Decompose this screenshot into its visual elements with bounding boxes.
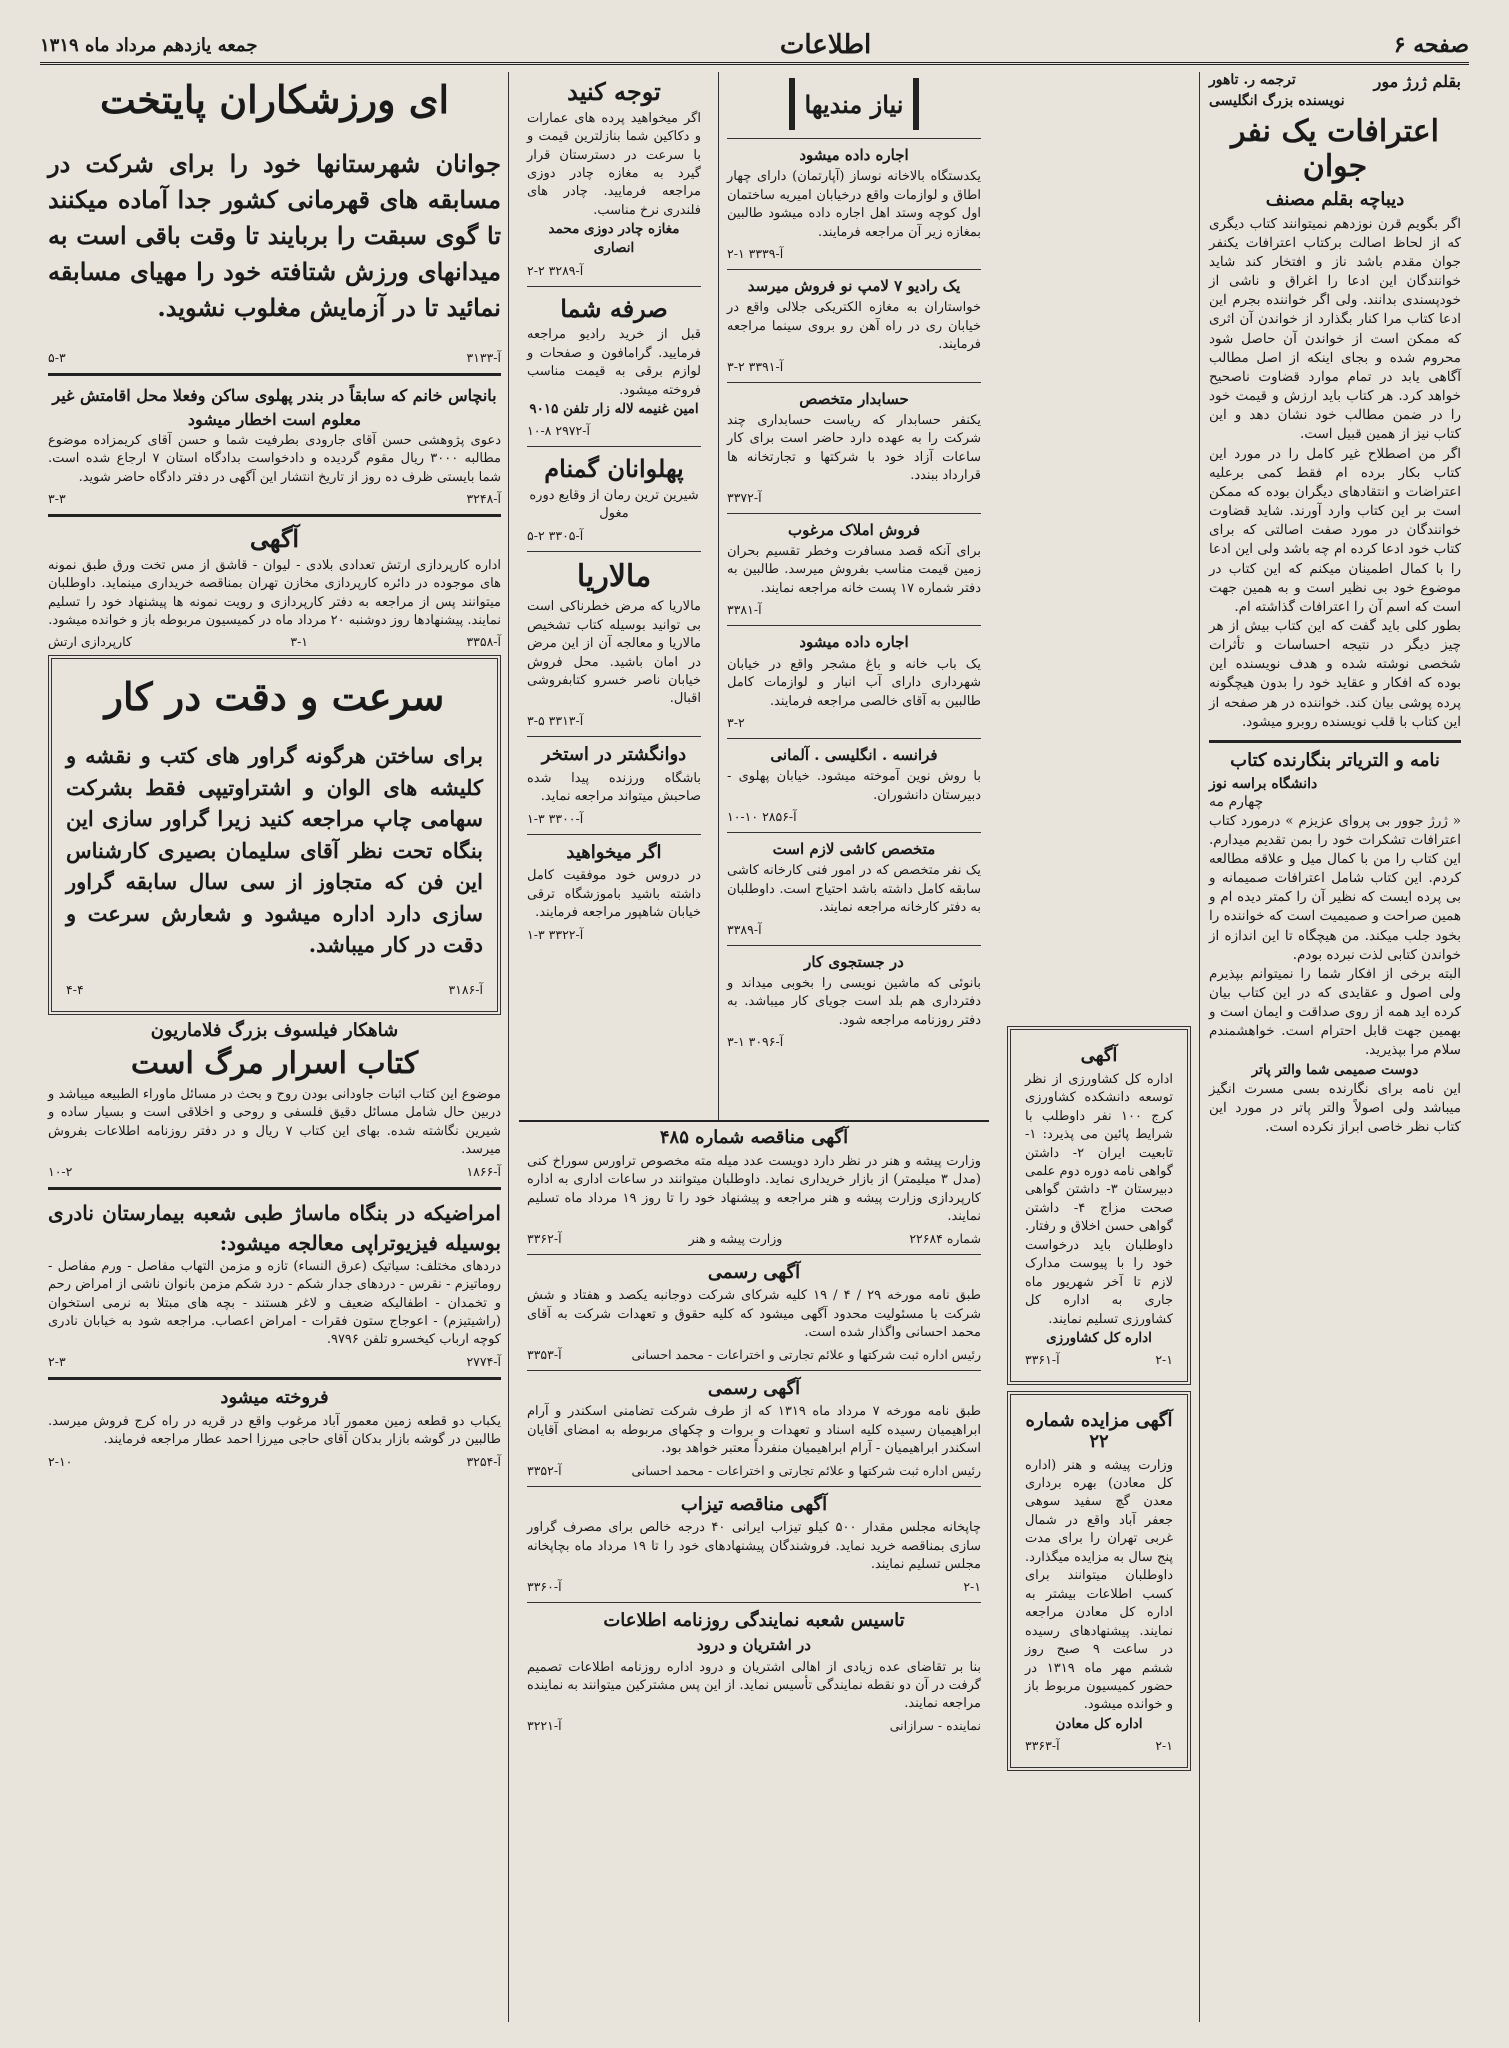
notice-text: اداره کل کشاورزی از نظر توسعه دانشکده کشاورزی کرج ۱۰۰ نفر داوطلب با شرایط پائین می پذیرد: ۱- تابعیت ایران ۲- داشتن گواهی نامه دوره دوم علمی دبیرستان ۳- داشتن گواهی صحت مزاج ۴- داشتن گواهی حسن اخلاق و رفتار. داوطلبان باید درخواست خود را با پیوست مدارک لازم تا آخر شهریور ماه جاری به اداره کل کشاورزی تسلیم نمایند. — [1025, 1071, 1174, 1327]
sale-ad-text: یکباب دو قطعه زمین معمور آباد مرغوب واقع در قریه در راه کرج فروش میرسد. طالبین در گوشه بازار بدکان آقای حاجی میرزا احمد عطار مراجعه فرمایند. — [48, 1413, 501, 1448]
classified-ref: آ-۳۳۸۹ — [727, 921, 762, 937]
classified-text: خواستاران به مغازه الکتریکی جلالی واقع در خیابان ری در راه آهن رو بروی سینما مراجعه فرمایند. — [727, 300, 981, 353]
ad-ref — [66, 982, 483, 997]
ref-code: آ-۳۳۶۰ — [527, 1578, 562, 1594]
notice-text: دعوی پژوهشی حسن آقای جارودی بطرفیت شما و حسن آقای کریمزاده موضوع مطالبه ۳۰۰۰ ریال مقوم گردیده و دادخواست بدادگاه استان ۷ ارجاع شده است. شما بایستی ظرف ده روز از تاریخ انتشار این آگهی در دفتر دادگاه حاضر شوید. — [48, 432, 501, 485]
ad-heading: مالاریا — [576, 558, 652, 594]
page-header — [40, 28, 1469, 65]
ref-code: آ-۳۱۳۳ — [466, 349, 501, 365]
ref-count: ۲-۱ — [963, 1578, 981, 1594]
divider — [727, 625, 981, 626]
notice-ref — [1025, 1738, 1173, 1753]
ad-text: باشگاه ورزنده پیدا شده صاحبش میتواند مراجعه نماید. — [527, 770, 701, 805]
ad-heading: پهلوانان گمنام — [544, 454, 684, 484]
notice-signature: رئیس اداره ثبت شرکتها و علائم تجارتی و اختراعات - محمد احسانی — [631, 1462, 981, 1478]
classified-text: یکدستگاه بالاخانه نوساز (آپارتمان) دارای چهار اطاق و لوازمات واقع درخیابان امیریه ساختمان اول کوچه وستد اهل اجاره داده میشود طالبین بمغازه زیر آن مراجعه فرمایند. — [727, 169, 981, 240]
ad-text: در دروس خود موفقیت کامل داشته باشید باموزشگاه ترقی خیابان شاهپور مراجعه فرمایند. — [527, 868, 701, 921]
divider — [1209, 740, 1461, 743]
ref-code: آ-۳۳۶۱ — [1025, 1352, 1060, 1368]
classified-ref: ۳-۲ — [727, 714, 745, 730]
ref-count: ۲-۱۰ — [48, 1453, 73, 1469]
classifieds-title: نیاز مندیها — [804, 89, 904, 119]
notice-signature: کارپردازی ارتش — [48, 634, 132, 650]
classified-ref: آ-۳۳۷۲ — [727, 489, 762, 505]
notice-signature: اداره کل معادن — [1055, 1715, 1143, 1732]
translator: ترجمه ر. تاهور — [1209, 72, 1296, 88]
ad-ref — [48, 1454, 501, 1469]
divider — [727, 138, 981, 139]
ref-count: ۱۰-۲ — [48, 1163, 73, 1179]
notice-box — [1007, 1026, 1191, 1385]
letter-date: چهارم مه — [1209, 793, 1264, 810]
classified-heading: حسابدار متخصص — [799, 389, 909, 408]
article-paragraph: این نامه برای نگارنده بسی مسرت انگیز میباشد ولی اصولاً والتر پاتر در مورد این کتاب نظر خاصی ابراز نکرده است. — [1209, 1080, 1461, 1136]
classified-item — [727, 278, 981, 374]
ref-code: آ-۳۲۵۴ — [466, 1453, 501, 1469]
classified-heading: در جستجوی کار — [804, 952, 904, 971]
article-subtitle: دیباچه بقلم مصنف — [1265, 189, 1405, 210]
divider — [48, 514, 501, 517]
book-ad-title: کتاب اسرار مرگ است — [130, 1046, 419, 1082]
ref-count: ۲-۳ — [48, 1353, 66, 1369]
classified-ref: ۱۰-۱۰ آ-۲۸۵۶ — [727, 809, 797, 825]
classified-heading: متخصص کاشی لازم است — [772, 840, 936, 859]
tender-ref — [527, 1579, 981, 1594]
divider — [727, 382, 981, 383]
divider — [527, 834, 701, 835]
divider — [527, 446, 701, 447]
ad-ref — [48, 350, 501, 365]
tender-text: وزارت پیشه و هنر در نظر دارد دویست عدد میله مته مخصوص تراورس سوراخ کنی (مدل ۳ میلیمتر) از بازار خریداری نماید. داوطلبان میتوانند در ساعات اداری به اداره کارپردازی وزارت پیشه و هنر مراجعه و پیشنهاد خود را تا روز ۱۹ مرداد ماه تسلیم نمایند. — [527, 1153, 981, 1225]
ref-count: ۵-۳ — [48, 349, 66, 365]
column-left-ads — [40, 72, 509, 2022]
notice-ref — [527, 1718, 981, 1733]
notice-ref — [1025, 1352, 1173, 1367]
notice-ref — [48, 491, 501, 506]
notice-heading: آگهی رسمی — [707, 1377, 801, 1399]
ad-ref: آ-۳۳۱۳ ۵-۳ — [527, 712, 584, 728]
ref-number: شماره ۲۲۶۸۴ — [909, 1230, 981, 1246]
divider — [48, 373, 501, 376]
ref-code: آ-۳۱۸۶ — [448, 981, 483, 997]
ad-ref: آ-۲۹۷۲ ۸-۱۰ — [527, 423, 590, 439]
divider — [527, 551, 701, 552]
notice-text: وزارت پیشه و هنر (اداره کل معادن) بهره برداری معدن گچ سفید سوهی جعفر آباد واقع در شمال غربی تهران را برای مدت پنج سال به مزایده میگذارد. داوطلبان میتوانند برای کسب اطلاعات بیشتر به اداره کل معادن مراجعه نمایند. پیشنهادهای رسیده در ساعت ۹ صبح روز ششم مهر ماه ۱۳۱۹ در حضور کمیسیون مربوط باز و خوانده میشود. — [1025, 1457, 1173, 1713]
notice-ref — [527, 1463, 981, 1478]
notice-signature: نماینده - سرازانی — [889, 1717, 981, 1733]
letter-paragraph: « ژرژ جوور بی پروای عزیزم » درمورد کتاب اعترافات تشکرات خود را بمن تقدیم میدارم. این کتاب را من با کمال میل و علاقه مطالعه کردم. این کتاب شامل اعترافات صمیمانه و بی پرده ایست که نظیر آن را کمتر دیده ام و همین صراحت و صمیمیت است که خواننده را بخود جلب میکند. من هیچگاه تا این اندازه از خواندن کتابی لذت نبرده بودم. — [1209, 812, 1461, 963]
ref-count: ۲-۱ — [1155, 1352, 1173, 1368]
ad-text: قبل از خرید رادیو مراجعه فرمایید. گرامافون و صفحات و لوازم برقی به قیمت مناسب فروخته میشود. — [527, 327, 701, 398]
column-novel — [1201, 72, 1469, 2022]
book-ad-kicker: شاهکار فیلسوف بزرگ فلاماریون — [150, 1019, 399, 1041]
ref-code: آ-۳۳۵۸ — [466, 634, 501, 650]
ref-code: آ-۳۳۵۳ — [527, 1346, 562, 1362]
tender-text: چاپخانه مجلس مقدار ۵۰۰ کیلو تیزاب ایرانی ۴۰ درجه خالص برای مصرف گراور سازی بمناقصه خرید نماید. فروشندگان پیشنهادهای خود را تا ۱۹ مرداد ماه بچاپخانه مجلس تسلیم نمایند. — [527, 1520, 981, 1573]
classified-item — [727, 147, 981, 261]
section-title: نامه و التریاتر بنگارنده کتاب — [1230, 749, 1440, 771]
ad-ref: آ-۳۳۰۰ ۳-۱ — [527, 810, 584, 826]
notice-subheading: در اشتریان و درود — [697, 1636, 811, 1655]
notice-heading: آگهی — [1080, 1045, 1118, 1066]
divider — [48, 1377, 501, 1380]
ad-ref — [48, 1164, 501, 1179]
engraving-ad-box — [48, 655, 501, 1014]
ref-code: آ-۳۲۴۸ — [466, 491, 501, 507]
classified-heading: فرانسه . انگلیسی . آلمانی — [770, 745, 938, 764]
tender-heading: آگهی مناقصه شماره ۴۸۵ — [659, 1127, 849, 1148]
notice-ref — [48, 634, 501, 649]
notice-text: بنا بر تقاضای عده زیادی از اهالی اشتریان و درود اداره روزنامه اطلاعات تصمیم گرفت در آن دو نقطه نمایندگی تأسیس نماید. از این پس مشترکین میتوانند به نماینده مراجعه نمایند. — [527, 1659, 981, 1712]
divider — [727, 738, 981, 739]
author-note: نویسنده بزرگ انگلیسی — [1209, 93, 1345, 109]
ref-count: ۲-۱ — [1155, 1738, 1173, 1754]
letter-origin: دانشگاه براسه نوز — [1209, 775, 1318, 792]
divider — [727, 832, 981, 833]
classified-item — [727, 634, 981, 730]
ref-count: ۴-۴ — [66, 981, 84, 997]
issue-date: جمعه یازدهم مرداد ماه ۱۳۱۹ — [40, 34, 258, 56]
column-notices-lower — [999, 1020, 1199, 2022]
classified-heading: فروش املاک مرغوب — [787, 520, 921, 539]
article-paragraph: اگر بگویم قرن نوزدهم نمیتوانند کتاب دیگری که از لحاظ اصالت برکتاب اعترافات یکنفر جوان مقدم باشد ناز و افتخار کند شاید خوانندگان این ادعا را اغراق و ناشی از خودپسندی بدانند. ولی اگر خواننده بجرم این ادعا کتاب مرا کنار بگذارد از خواندن آن اثری که ممکن است از خواندن آن حاصل شود محروم شده و بجای اینکه از اصل مطالب آگاهی یابد در تمام موارد قضاوت ناصحیح خواهد کرد. هر کتاب باید ارزش و قیمت خود را در ضمن مطالب خود نشان دهد و این کتاب نیز از همین قبیل است. — [1209, 215, 1461, 443]
notice-text: طبق نامه مورخه ۷ مرداد ماه ۱۳۱۹ که از طرف شرکت تضامنی اسکندر و آرام ابراهیمیان رسیده کلیه اسناد و تعهدات و بروات و چکهای مربوطه به امضای آقایان اسکندر ابراهیمیان - آرام ابراهیمیان منفرداً معتبر خواهد بود. — [527, 1404, 981, 1457]
divider — [727, 269, 981, 270]
notice-text: اداره کارپردازی ارتش تعدادی بلادی - لیوان - قاشق از مس تخت ورق طبق نمونه های موجوده در دائره کارپردازی مخازن تهران بمناقصه خریداری مینماید. داوطلبان میتوانند پس از مراجعه به دفتر کارپردازی و رویت نمونه ها پیشنهاد خود را تسلیم نمایند. پیشنهادها روز دوشنبه ۲۰ مرداد ماه در کمیسیون مربوطه باز و خوانده میشود. — [48, 557, 501, 628]
ref-code: آ-۳۳۶۲ — [527, 1230, 562, 1246]
notice-heading: آگهی — [249, 524, 300, 554]
classified-text: با روش نوین آموخته میشود. خیابان پهلوی - دبیرستان دانشوران. — [727, 769, 981, 803]
ref-code: آ-۳۳۵۲ — [527, 1462, 562, 1478]
ad-ref — [48, 1354, 501, 1369]
divider — [727, 945, 981, 946]
notice-box — [1007, 1391, 1191, 1771]
clinic-ad-text: دردهای مختلف: سیاتیک (عرق النساء) تازه و مزمن التهاب مفاصل - ورم مفاصل - روماتیزم - نقرس - دردهای جدار شکم - درد شکم مزمن بانوان ناشی از امراض رحم و تخمدان - اطفالیکه ضعیف و لاغر هستند - بچه های مبتلا به نرمی استخوان (راشیتیزم) - اعوجاج ستون فقرات - امراض اعصاب. مراجعه شود به خیابان نادری کوچه ارباب کیخسرو تلفن ۹۷۹۶. — [48, 1258, 501, 1348]
classified-text: یک نفر متخصص که در امور فنی کارخانه کاشی سابقه کامل داشته باشد احتیاج است. داوطلبان به دفتر کارخانه مراجعه نمایند. — [727, 863, 981, 916]
ref-code: آ-۳۲۲۱ — [527, 1717, 562, 1733]
notice-heading: تاسیس شعبه نمایندگی روزنامه اطلاعات — [603, 1609, 905, 1631]
divider — [48, 1187, 501, 1190]
divider — [727, 513, 981, 514]
masthead: اطلاعات — [779, 30, 872, 60]
tender-heading: آگهی مناقصه تیزاب — [680, 1493, 828, 1515]
classified-text: بانوئی که ماشین نویسی را بخوبی میداند و دفترداری هم بلد است جویای کار میباشد. به دفتر روزنامه مراجعه شود. — [727, 975, 981, 1028]
notice-signature: رئیس اداره ثبت شرکتها و علائم تجارتی و اختراعات - محمد احسانی — [631, 1346, 981, 1362]
notice-heading: آگهی رسمی — [707, 1261, 801, 1283]
ad-text-large: جوانان شهرستانها خود را برای شرکت در مسابقه های قهرمانی کشور جدا آماده میکنند تا گوی سبقت را بربایند تا وقت باقی است به میدانهای ورزش شتافته خود را مهیای مسابقه نمائید تا در آزمایش مغلوب نشوید. — [48, 148, 501, 322]
classified-ref: ۳-۲ آ-۳۳۹۱ — [727, 358, 784, 374]
divider — [527, 1486, 981, 1487]
tender-signature: وزارت پیشه و هنر — [688, 1230, 783, 1246]
notice-heading: بانچاس خانم که سابقاً در بندر پهلوی ساکن وفعلا محل اقامتش غیر معلوم است اخطار میشود — [52, 385, 497, 429]
letter-paragraph: البته برخی از افکار شما را نمیتوانم بپذیرم ولی اصول و عقایدی که در این کتاب بیان کرده اید همه از روی صداقت و ایمان است و بهمین جهت قابل احترام است. خواهشمندم سلام مرا بپذیرید. — [1209, 965, 1461, 1059]
letter-signoff: دوست صمیمی شما والتر پاتر — [1251, 1061, 1419, 1078]
ad-headline: ای ورزشکاران پایتخت — [99, 77, 450, 122]
page-number: صفحه ۶ — [1393, 32, 1469, 58]
ad-text: اگر میخواهید پرده های عمارات و دکاکین شما بنازلترین قیمت و با سرعت در دسترستان قرار گیرد به مغازه چادر دوزی مراجعه فرمایید. چادر های فلندری نرخ مناسب. — [527, 110, 701, 218]
classified-item — [727, 954, 981, 1050]
banner-bar — [789, 78, 795, 130]
clinic-ad-heading: امراضیکه در بنگاه ماساژ طبی شعبه بیمارستان نادری بوسیله فیزیوتراپی معالجه میشود: — [48, 1200, 501, 1255]
classified-text: یکنفر حسابدار که ریاست حسابداری چند شرکت را به عهده دارد حاضر است برای کار ساعات آزاد خود با شرکتها و تجارتخانه ها قرارداد ببندد. — [727, 412, 981, 484]
notice-text: طبق نامه مورخه ۲۹ / ۴ / ۱۹ کلیه شرکای شرکت دوجانبه یکصد و هفتاد و شش شرکت با مسئولیت محدود آگهی میشود که کلیه حقوق و تعهدات شرکت به آقای محمد احسانی واگذار شده است. — [527, 1288, 981, 1341]
ref-code: آ-۳۳۶۳ — [1025, 1738, 1060, 1754]
classified-item — [727, 747, 981, 824]
article-paragraph: اگر من اصطلاح غیر کامل را در مورد این کتاب بکار برده ام فقط کمی برعلیه اعتراضات و انتقادهای دیگران بوده که ممکن است بر این کتاب وارد آورند. شاید قضاوت خوانندگان در مورد صفت اصالتی که برای کتاب خود ادعا کرده ام چه باشد ولی این ادعا را با کمال اطمینان میکنم که این کتاب در موضوع خود بی نظیر است و به همین جهت است که اسم آن را اعترافات گذاشته ام. — [1209, 445, 1461, 615]
ref-code: آ-۱۸۶۶ — [466, 1163, 501, 1179]
tender-ref — [527, 1231, 981, 1246]
divider — [527, 1602, 981, 1603]
article-title: اعترافات یک نفر جوان — [1230, 114, 1440, 184]
classifieds-banner — [727, 78, 981, 130]
ad-text-large: برای ساختن هرگونه گراور های کتب و نقشه و کلیشه های الوان و اشتراوتیپی فقط بشرکت سهامی چاپ مراجعه کنید زیرا گراور سازی این بنگاه تحت نظر آقای سلیمان بصیری کارشناس این فن که متجاوز از سی سال سابقه گراور سازی دارد اداره میشود و شعارش سرعت و دقت در کار میباشد. — [66, 743, 483, 958]
ad-signature: مغازه چادر دوزی محمد انصاری — [548, 221, 680, 257]
classified-ref: ۲-۱ آ-۳۳۳۹ — [727, 246, 784, 262]
byline: بقلم ژرژ مور — [1373, 72, 1461, 91]
classified-item — [727, 522, 981, 618]
book-ad-text: موضوع این کتاب اثبات جاودانی بودن روح و بحث در مسائل ماوراء الطبیعه میباشد و دربین حال شامل مسائل دقیق فلسفی و روحی و اخلاقی است و بسیار ساده و شیرین نگاشته شده. بهای این کتاب ۷ ریال و در دفتر روزنامه اطلاعات بفروش میرسد. — [48, 1086, 501, 1158]
ad-heading: اگر میخواهید — [566, 841, 662, 863]
classified-item — [727, 841, 981, 937]
ad-signature: امین غنیمه لاله زار تلفن ۹۰۱۵ — [529, 401, 699, 418]
byline-row — [1209, 72, 1461, 91]
ref-count: ۳-۳ — [48, 491, 66, 507]
ad-ref: آ-۳۳۰۵ ۲-۵ — [527, 527, 584, 543]
classified-ref: ۳-۱ آ-۳۰۹۶ — [727, 1034, 784, 1050]
banner-bar — [913, 78, 919, 130]
ad-ref: آ-۳۳۲۲ ۳-۱ — [527, 926, 584, 942]
divider — [527, 1254, 981, 1255]
divider — [527, 736, 701, 737]
article-paragraph: بطور کلی باید گفت که این کتاب بیش از هر چیز دیگر در نتیجه احساسات و تأثرات شخصی نوشته شده و هدف نویسنده این بوده که افکار و عقاید خود را بدون هیچگونه پرده پوشی بیان کند. خواننده در هر صفحه از این کتاب با قلب نویسنده روبرو میشود. — [1209, 617, 1461, 730]
ad-heading: صرفه شما — [560, 293, 668, 323]
column-tenders — [519, 1120, 989, 2022]
classified-heading: اجاره داده میشود — [799, 146, 909, 164]
ad-text: مالاریا که مرض خطرناکی است بی توانید بوسیله کتاب تشخیص مالاریا و معالجه آن از این مرض در امان باشید. محل فروش خیابان ناصر خسرو کتابفروشی اقبال. — [527, 599, 701, 707]
notice-heading: آگهی مزایده شماره ۲۲ — [1025, 1410, 1173, 1452]
ad-heading: دوانگشتر در استخر — [541, 743, 687, 765]
column-rule — [1199, 72, 1200, 2022]
divider — [527, 1370, 981, 1371]
notice-signature: اداره کل کشاورزی — [1046, 1330, 1152, 1347]
divider — [527, 286, 701, 287]
ref-code: آ-۲۷۷۴ — [466, 1353, 501, 1369]
ref-count: ۳-۱ — [290, 634, 309, 650]
notice-ref — [527, 1347, 981, 1362]
classified-item — [727, 391, 981, 505]
classified-heading: اجاره داده میشود — [799, 633, 909, 652]
sale-ad-heading: فروخته میشود — [220, 1386, 329, 1408]
ad-headline: سرعت و دقت در کار — [104, 674, 445, 720]
classified-ref: آ-۳۳۸۱ — [727, 602, 762, 618]
ad-heading: توجه کنید — [567, 77, 661, 106]
ad-ref: آ-۳۲۸۹ ۲-۲ — [527, 262, 584, 278]
classified-text: برای آنکه قصد مسافرت وخطر تقسیم بحران زمین قیمت مناسب بفروش میرسد. طالبین به دفتر شماره ۱۷ پست خانه مراجعه نمایند. — [727, 543, 981, 596]
classified-heading: یک رادیو ۷ لامپ نو فروش میرسد — [747, 277, 961, 296]
ad-text: شیرین ترین رمان از وقایع دوره مغول — [529, 487, 699, 522]
classified-text: یک باب خانه و باغ مشجر واقع در خیابان شهرداری دارای آب انبار و لوازمات کامل طالبین به آقای خالصی مراجعه فرمایند. — [727, 656, 981, 709]
